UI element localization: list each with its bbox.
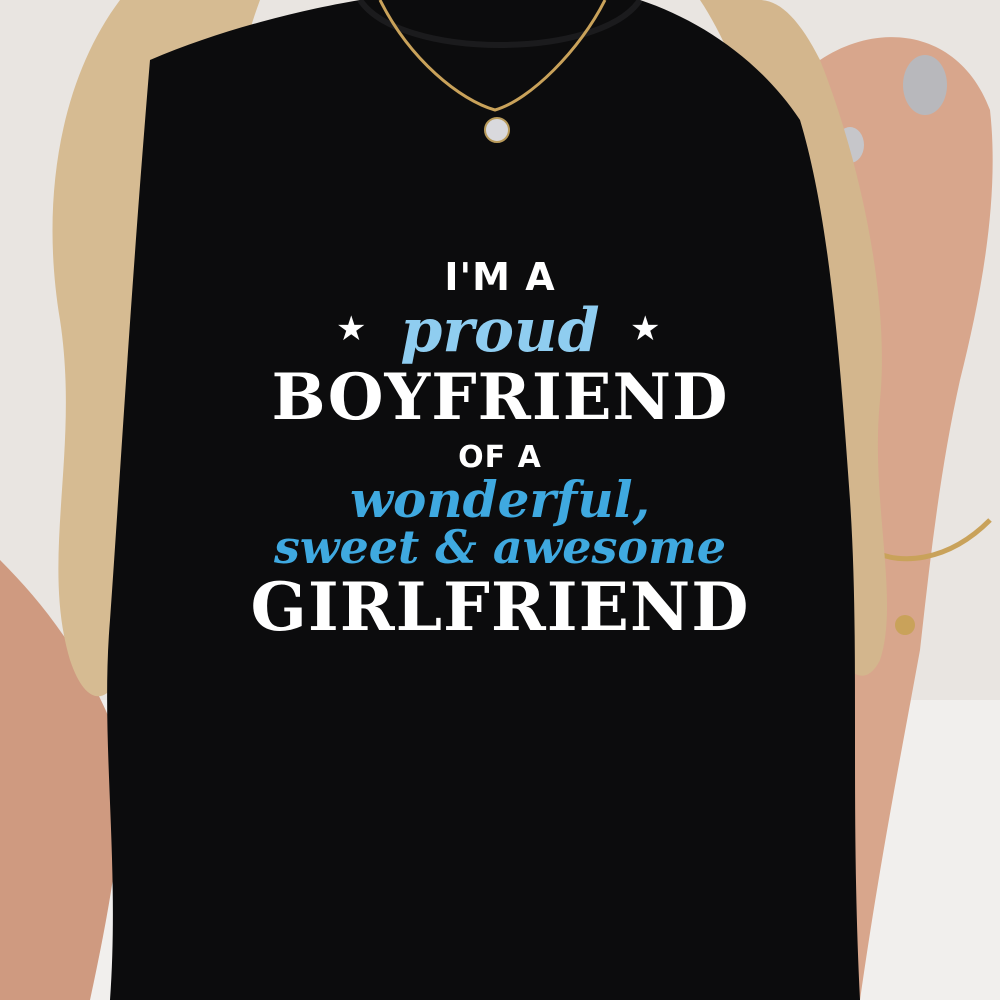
print-line-sweet-awesome: sweet & awesome: [273, 520, 727, 574]
print-line-of-a: OF A: [458, 440, 542, 475]
print-line-boyfriend: BOYFRIEND: [271, 360, 729, 435]
print-line-proud: proud: [400, 296, 600, 366]
right-star-icon: ★: [630, 309, 661, 349]
left-star-icon: ★: [336, 309, 367, 349]
print-line-wonderful: wonderful,: [349, 470, 651, 529]
print-line-im-a: I'M A: [444, 255, 556, 299]
print-line-girlfriend: GIRLFRIEND: [250, 568, 750, 646]
